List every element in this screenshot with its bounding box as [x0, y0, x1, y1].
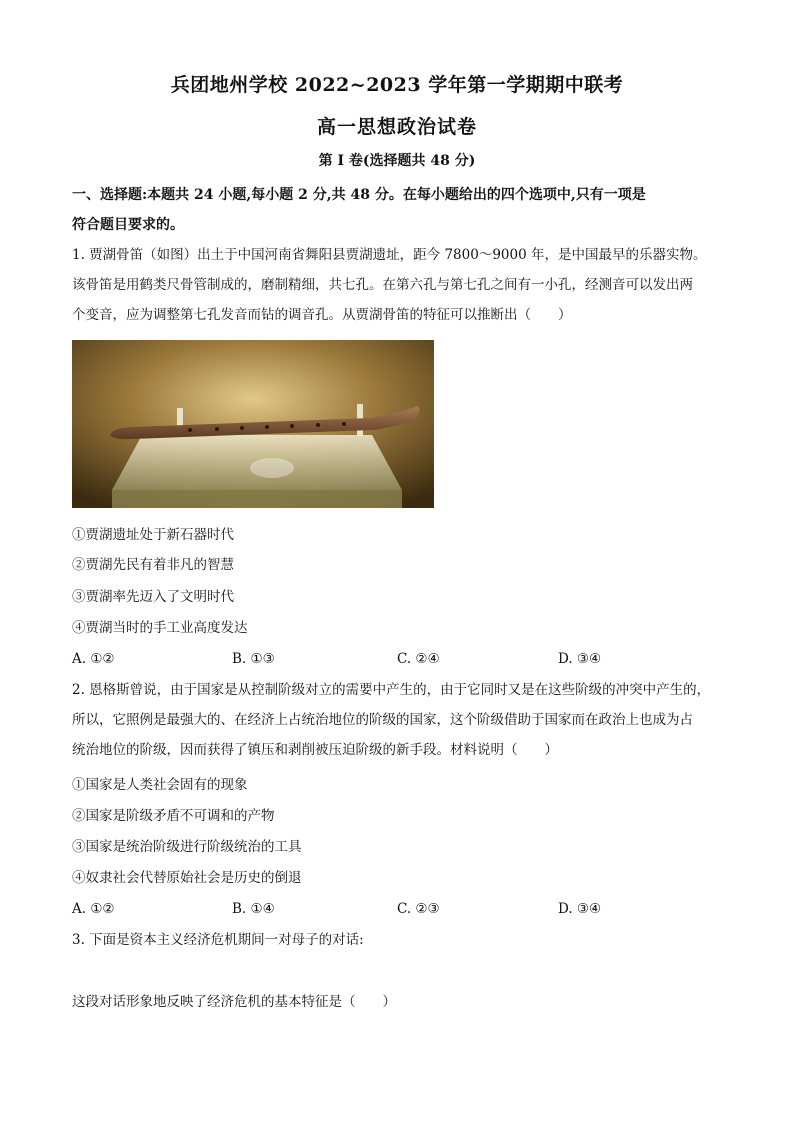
q2-option-3: ③国家是统治阶级进行阶级统治的工具 [72, 839, 302, 855]
section-line-2: 符合题目要求的。 [72, 217, 184, 233]
q1-choice-b[interactable]: B. ①③ [232, 651, 275, 667]
q1-option-2: ②贾湖先民有着非凡的智慧 [72, 557, 234, 573]
part-heading: 第 I 卷(选择题共 48 分) [318, 153, 476, 169]
q1-choice-d[interactable]: D. ③④ [558, 651, 602, 667]
q2-choices [72, 894, 732, 924]
q2-line-1: 2. 恩格斯曾说，由于国家是从控制阶级对立的需要中产生的，由于它同时又是在这些阶级的冲突中产生的， [72, 682, 711, 698]
q2-choice-a[interactable]: A. ①② [72, 901, 115, 917]
section-line-1: 一、选择题:本题共 24 小题,每小题 2 分,共 48 分。在每小题给出的四个选项中,只有一项是 [72, 187, 646, 203]
q3-line-1: 3. 下面是资本主义经济危机期间一对母子的对话: [72, 932, 364, 948]
bone-flute-photo [72, 340, 434, 508]
q2-line-3: 统治地位的阶级，因而获得了镇压和剥削被压迫阶级的新手段。材料说明（ ） [72, 742, 558, 758]
q1-choices [72, 644, 732, 674]
exam-subtitle: 高一思想政治试卷 [316, 116, 477, 138]
q1-choice-c[interactable]: C. ②④ [397, 651, 440, 667]
q2-option-4: ④奴隶社会代替原始社会是历史的倒退 [72, 870, 302, 886]
q1-choice-a[interactable]: A. ①② [72, 651, 115, 667]
q3-line-2: 这段对话形象地反映了经济危机的基本特征是（ ） [72, 994, 396, 1010]
question-2-stem [72, 675, 732, 765]
q1-line-3: 个变音，应为调整第七孔发音而钻的调音孔。从贾湖骨笛的特征可以推断出（ ） [72, 307, 572, 323]
exam-title: 兵团地州学校 2022~2023 学年第一学期期中联考 [170, 74, 624, 96]
q2-option-2: ②国家是阶级矛盾不可调和的产物 [72, 808, 275, 824]
q1-line-1: 1. 贾湖骨笛（如图）出土于中国河南省舞阳县贾湖遗址，距今 7800～9000 年，是中国最早的乐器实物。 [72, 247, 707, 263]
q2-option-1: ①国家是人类社会固有的现象 [72, 777, 248, 793]
q2-choice-d[interactable]: D. ③④ [558, 901, 602, 917]
q1-option-1: ①贾湖遗址处于新石器时代 [72, 527, 234, 543]
q1-option-3: ③贾湖率先迈入了文明时代 [72, 589, 234, 605]
q1-line-2: 该骨笛是用鹤类尺骨管制成的，磨制精细，共七孔。在第六孔与第七孔之间有一小孔，经测音可以发出两 [72, 277, 693, 293]
question-1-stem [72, 240, 732, 330]
q1-option-4: ④贾湖当时的手工业高度发达 [72, 620, 248, 636]
bone-flute-image [72, 340, 434, 508]
q2-choice-b[interactable]: B. ①④ [232, 901, 275, 917]
q2-choice-c[interactable]: C. ②③ [397, 901, 440, 917]
section-instructions [72, 180, 732, 240]
q2-line-2: 所以，它照例是最强大的、在经济上占统治地位的阶级的国家，这个阶级借助于国家而在政治上也成为占 [72, 712, 693, 728]
